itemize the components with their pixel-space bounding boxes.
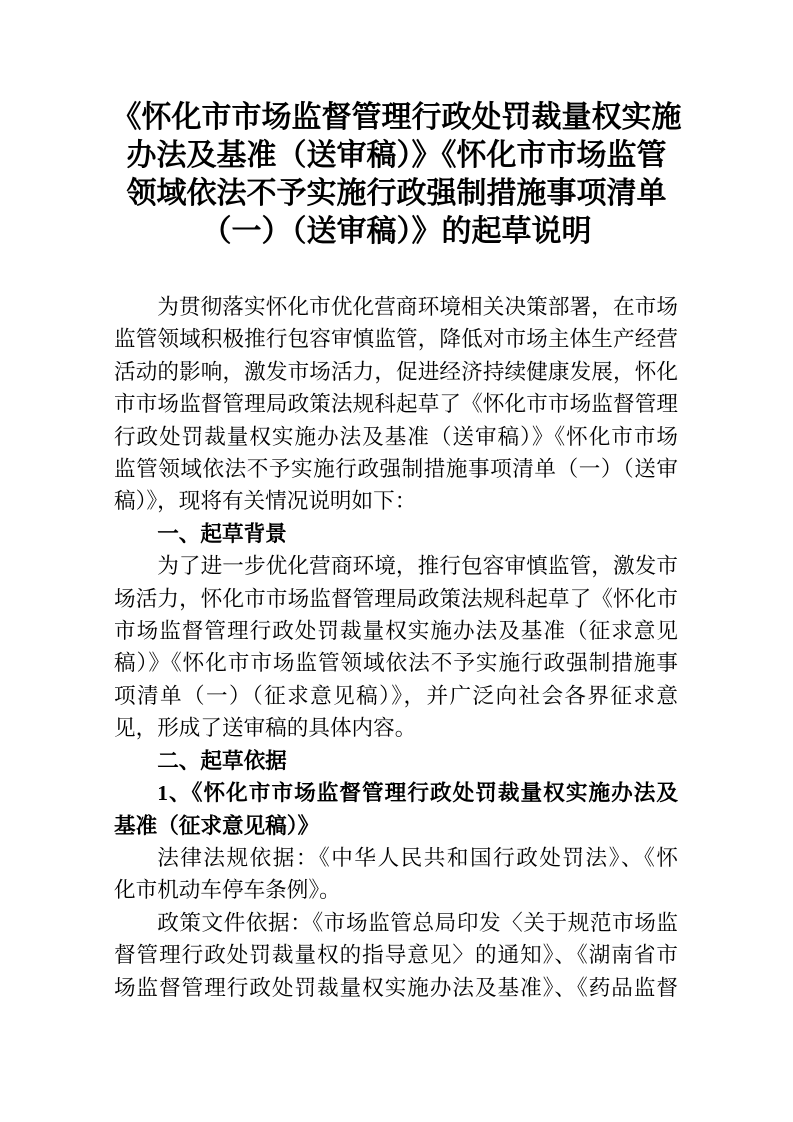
background-paragraph-line: 场活力，怀化市市场监督管理局政策法规科起草了《怀化市: [114, 586, 678, 611]
intro-paragraph-line: 市市场监督管理局政策法规科起草了《怀化市市场监督管理: [114, 392, 678, 417]
intro-paragraph-line: 监管领域积极推行包容审慎监管，降低对市场主体生产经营: [114, 327, 678, 352]
document-title: [0, 99, 793, 251]
intro-paragraph-line: 为贯彻落实怀化市优化营商环境相关决策部署，在市场: [157, 295, 678, 319]
intro-paragraph-line: 活动的影响，激发市场活力，促进经济持续健康发展，怀化: [114, 359, 678, 384]
background-paragraph-line: 稿）》《怀化市市场监管领域依法不予实施行政强制措施事: [114, 651, 678, 676]
legal-basis-line: 法律法规依据：《中华人民共和国行政处罚法》、《怀: [157, 845, 678, 870]
background-paragraph-line: 市场监督管理行政处罚裁量权实施办法及基准（征求意见: [114, 619, 678, 644]
title-line: （一）（送审稿）》的起草说明: [201, 215, 592, 248]
title-line: 领域依法不予实施行政强制措施事项清单: [126, 177, 667, 210]
item1-heading-line: 基准（征求意见稿）》: [114, 813, 320, 838]
intro-paragraph-line: 行政处罚裁量权实施办法及基准（送审稿）》《怀化市市场: [114, 424, 678, 449]
background-paragraph-line: 为了进一步优化营商环境，推行包容审慎监管，激发市: [157, 554, 678, 579]
title-line: 办法及基准（送审稿）》《怀化市市场监管: [126, 139, 667, 172]
intro-paragraph-line: 稿）》，现将有关情况说明如下：: [114, 489, 417, 514]
title-line: 《怀化市市场监督管理行政处罚裁量权实施: [111, 101, 682, 134]
background-paragraph-line: 见，形成了送审稿的具体内容。: [114, 716, 417, 741]
legal-basis-line: 化市机动车停车条例》。: [114, 878, 341, 903]
policy-basis-line: 督管理行政处罚裁量权的指导意见〉的通知》、《湖南省市: [114, 943, 678, 968]
document-body: [114, 291, 678, 1004]
policy-basis-line: 场监督管理行政处罚裁量权实施办法及基准》、《药品监督: [114, 975, 678, 1000]
policy-basis-line: 政策文件依据：《市场监管总局印发〈关于规范市场监: [157, 910, 678, 935]
section-heading-basis: 二、起草依据: [157, 747, 287, 773]
background-paragraph-line: 项清单（一）（征求意见稿）》，并广泛向社会各界征求意: [114, 683, 678, 708]
item1-heading-line: 1、《怀化市市场监督管理行政处罚裁量权实施办法及: [157, 781, 678, 806]
section-heading-background: 一、起草背景: [157, 520, 287, 546]
intro-paragraph-line: 监管领域依法不予实施行政强制措施事项清单（一）（送审: [114, 457, 678, 482]
